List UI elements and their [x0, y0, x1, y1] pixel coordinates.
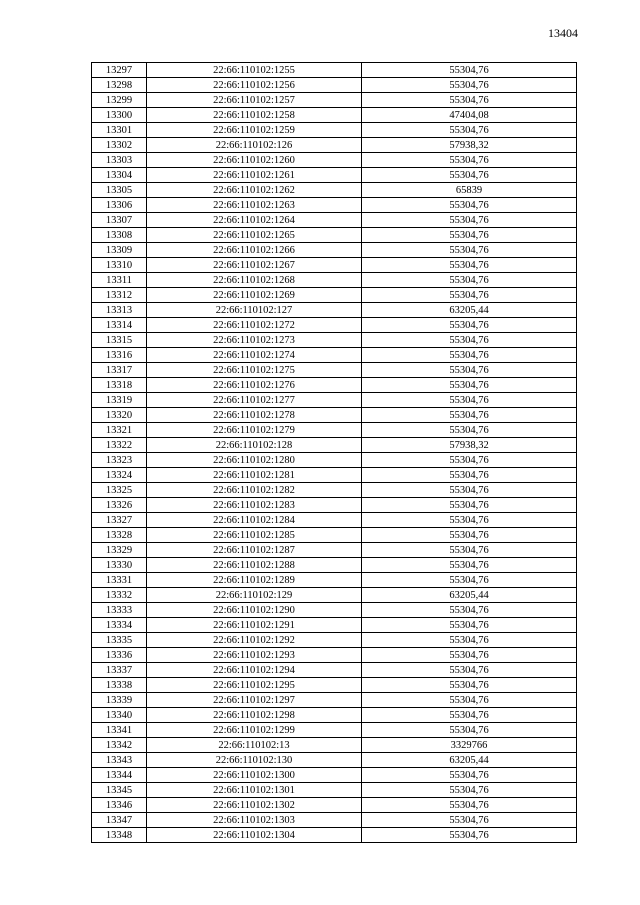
value-cell: 47404,08	[362, 108, 577, 123]
value-cell: 55304,76	[362, 363, 577, 378]
cadastral-number-cell: 22:66:110102:1291	[147, 618, 362, 633]
table-row	[92, 228, 577, 243]
cadastral-number-cell: 22:66:110102:1294	[147, 663, 362, 678]
table-row	[92, 468, 577, 483]
table-row	[92, 168, 577, 183]
cadastral-number-cell: 22:66:110102:128	[147, 438, 362, 453]
value-cell: 55304,76	[362, 798, 577, 813]
cadastral-number-cell: 22:66:110102:130	[147, 753, 362, 768]
cadastral-number-cell: 22:66:110102:1262	[147, 183, 362, 198]
row-number-cell: 13303	[92, 153, 147, 168]
row-number-cell: 13319	[92, 393, 147, 408]
row-number-cell: 13309	[92, 243, 147, 258]
row-number-cell: 13343	[92, 753, 147, 768]
table-row	[92, 273, 577, 288]
table-row	[92, 258, 577, 273]
value-cell: 55304,76	[362, 813, 577, 828]
value-cell: 3329766	[362, 738, 577, 753]
cadastral-number-cell: 22:66:110102:1299	[147, 723, 362, 738]
cadastral-number-cell: 22:66:110102:129	[147, 588, 362, 603]
table-row	[92, 78, 577, 93]
value-cell: 55304,76	[362, 708, 577, 723]
row-number-cell: 13324	[92, 468, 147, 483]
value-cell: 55304,76	[362, 648, 577, 663]
value-cell: 55304,76	[362, 423, 577, 438]
cadastral-number-cell: 22:66:110102:1287	[147, 543, 362, 558]
row-number-cell: 13344	[92, 768, 147, 783]
table-row	[92, 513, 577, 528]
table-row	[92, 438, 577, 453]
cadastral-number-cell: 22:66:110102:1277	[147, 393, 362, 408]
row-number-cell: 13321	[92, 423, 147, 438]
records-table-body	[92, 63, 577, 843]
row-number-cell: 13327	[92, 513, 147, 528]
table-row	[92, 393, 577, 408]
page-number: 13404	[548, 26, 578, 40]
table-row	[92, 618, 577, 633]
table-row	[92, 663, 577, 678]
table-row	[92, 183, 577, 198]
row-number-cell: 13339	[92, 693, 147, 708]
value-cell: 55304,76	[362, 663, 577, 678]
row-number-cell: 13346	[92, 798, 147, 813]
row-number-cell: 13320	[92, 408, 147, 423]
value-cell: 55304,76	[362, 558, 577, 573]
row-number-cell: 13299	[92, 93, 147, 108]
table-row	[92, 213, 577, 228]
row-number-cell: 13338	[92, 678, 147, 693]
value-cell: 55304,76	[362, 678, 577, 693]
value-cell: 55304,76	[362, 513, 577, 528]
value-cell: 55304,76	[362, 483, 577, 498]
cadastral-number-cell: 22:66:110102:1303	[147, 813, 362, 828]
value-cell: 55304,76	[362, 408, 577, 423]
row-number-cell: 13306	[92, 198, 147, 213]
row-number-cell: 13329	[92, 543, 147, 558]
value-cell: 57938,32	[362, 438, 577, 453]
value-cell: 55304,76	[362, 693, 577, 708]
cadastral-number-cell: 22:66:110102:1293	[147, 648, 362, 663]
cadastral-number-cell: 22:66:110102:1268	[147, 273, 362, 288]
row-number-cell: 13317	[92, 363, 147, 378]
cadastral-number-cell: 22:66:110102:1283	[147, 498, 362, 513]
row-number-cell: 13330	[92, 558, 147, 573]
cadastral-number-cell: 22:66:110102:1285	[147, 528, 362, 543]
cadastral-number-cell: 22:66:110102:1267	[147, 258, 362, 273]
table-row	[92, 633, 577, 648]
value-cell: 63205,44	[362, 303, 577, 318]
value-cell: 55304,76	[362, 393, 577, 408]
table-row	[92, 303, 577, 318]
row-number-cell: 13310	[92, 258, 147, 273]
value-cell: 55304,76	[362, 378, 577, 393]
row-number-cell: 13336	[92, 648, 147, 663]
cadastral-number-cell: 22:66:110102:126	[147, 138, 362, 153]
cadastral-number-cell: 22:66:110102:1264	[147, 213, 362, 228]
value-cell: 55304,76	[362, 258, 577, 273]
table-row	[92, 678, 577, 693]
table-row	[92, 783, 577, 798]
cadastral-number-cell: 22:66:110102:1261	[147, 168, 362, 183]
cadastral-number-cell: 22:66:110102:1278	[147, 408, 362, 423]
row-number-cell: 13340	[92, 708, 147, 723]
value-cell: 55304,76	[362, 273, 577, 288]
cadastral-number-cell: 22:66:110102:1255	[147, 63, 362, 78]
table-row	[92, 753, 577, 768]
table-row	[92, 573, 577, 588]
cadastral-number-cell: 22:66:110102:1260	[147, 153, 362, 168]
row-number-cell: 13302	[92, 138, 147, 153]
value-cell: 55304,76	[362, 603, 577, 618]
cadastral-number-cell: 22:66:110102:1301	[147, 783, 362, 798]
table-row	[92, 378, 577, 393]
value-cell: 55304,76	[362, 348, 577, 363]
table-row	[92, 453, 577, 468]
value-cell: 65839	[362, 183, 577, 198]
table-row	[92, 288, 577, 303]
row-number-cell: 13307	[92, 213, 147, 228]
row-number-cell: 13316	[92, 348, 147, 363]
row-number-cell: 13318	[92, 378, 147, 393]
row-number-cell: 13323	[92, 453, 147, 468]
value-cell: 55304,76	[362, 198, 577, 213]
row-number-cell: 13332	[92, 588, 147, 603]
cadastral-number-cell: 22:66:110102:1292	[147, 633, 362, 648]
value-cell: 55304,76	[362, 123, 577, 138]
cadastral-number-cell: 22:66:110102:1297	[147, 693, 362, 708]
value-cell: 55304,76	[362, 78, 577, 93]
table-row	[92, 603, 577, 618]
cadastral-number-cell: 22:66:110102:1284	[147, 513, 362, 528]
cadastral-number-cell: 22:66:110102:1266	[147, 243, 362, 258]
cadastral-number-cell: 22:66:110102:127	[147, 303, 362, 318]
value-cell: 55304,76	[362, 93, 577, 108]
cadastral-number-cell: 22:66:110102:1282	[147, 483, 362, 498]
value-cell: 55304,76	[362, 498, 577, 513]
cadastral-number-cell: 22:66:110102:1295	[147, 678, 362, 693]
table-row	[92, 138, 577, 153]
cadastral-number-cell: 22:66:110102:1269	[147, 288, 362, 303]
value-cell: 55304,76	[362, 618, 577, 633]
table-row	[92, 588, 577, 603]
cadastral-number-cell: 22:66:110102:1259	[147, 123, 362, 138]
cadastral-number-cell: 22:66:110102:13	[147, 738, 362, 753]
row-number-cell: 13315	[92, 333, 147, 348]
value-cell: 55304,76	[362, 783, 577, 798]
row-number-cell: 13342	[92, 738, 147, 753]
row-number-cell: 13322	[92, 438, 147, 453]
value-cell: 55304,76	[362, 453, 577, 468]
cadastral-number-cell: 22:66:110102:1290	[147, 603, 362, 618]
row-number-cell: 13341	[92, 723, 147, 738]
cadastral-number-cell: 22:66:110102:1281	[147, 468, 362, 483]
table-row	[92, 423, 577, 438]
records-table	[91, 62, 577, 843]
row-number-cell: 13312	[92, 288, 147, 303]
row-number-cell: 13331	[92, 573, 147, 588]
cadastral-number-cell: 22:66:110102:1289	[147, 573, 362, 588]
value-cell: 55304,76	[362, 633, 577, 648]
cadastral-number-cell: 22:66:110102:1274	[147, 348, 362, 363]
value-cell: 55304,76	[362, 333, 577, 348]
row-number-cell: 13334	[92, 618, 147, 633]
table-row	[92, 483, 577, 498]
cadastral-number-cell: 22:66:110102:1257	[147, 93, 362, 108]
value-cell: 55304,76	[362, 243, 577, 258]
cadastral-number-cell: 22:66:110102:1256	[147, 78, 362, 93]
table-row	[92, 558, 577, 573]
table-row	[92, 153, 577, 168]
table-row	[92, 333, 577, 348]
row-number-cell: 13308	[92, 228, 147, 243]
table-row	[92, 813, 577, 828]
cadastral-number-cell: 22:66:110102:1298	[147, 708, 362, 723]
table-row	[92, 528, 577, 543]
cadastral-number-cell: 22:66:110102:1265	[147, 228, 362, 243]
row-number-cell: 13326	[92, 498, 147, 513]
row-number-cell: 13345	[92, 783, 147, 798]
value-cell: 55304,76	[362, 768, 577, 783]
table-row	[92, 828, 577, 843]
row-number-cell: 13335	[92, 633, 147, 648]
table-row	[92, 798, 577, 813]
table-row	[92, 648, 577, 663]
value-cell: 55304,76	[362, 543, 577, 558]
table-row	[92, 693, 577, 708]
cadastral-number-cell: 22:66:110102:1279	[147, 423, 362, 438]
table-row	[92, 63, 577, 78]
value-cell: 57938,32	[362, 138, 577, 153]
table-row	[92, 408, 577, 423]
table-row	[92, 363, 577, 378]
cadastral-number-cell: 22:66:110102:1263	[147, 198, 362, 213]
table-row	[92, 768, 577, 783]
cadastral-number-cell: 22:66:110102:1272	[147, 318, 362, 333]
value-cell: 55304,76	[362, 468, 577, 483]
row-number-cell: 13311	[92, 273, 147, 288]
table-row	[92, 543, 577, 558]
value-cell: 55304,76	[362, 828, 577, 843]
value-cell: 55304,76	[362, 213, 577, 228]
value-cell: 55304,76	[362, 318, 577, 333]
row-number-cell: 13337	[92, 663, 147, 678]
cadastral-number-cell: 22:66:110102:1304	[147, 828, 362, 843]
value-cell: 55304,76	[362, 528, 577, 543]
row-number-cell: 13325	[92, 483, 147, 498]
row-number-cell: 13348	[92, 828, 147, 843]
value-cell: 63205,44	[362, 753, 577, 768]
value-cell: 55304,76	[362, 573, 577, 588]
table-row	[92, 318, 577, 333]
value-cell: 55304,76	[362, 63, 577, 78]
cadastral-number-cell: 22:66:110102:1275	[147, 363, 362, 378]
table-row	[92, 93, 577, 108]
row-number-cell: 13328	[92, 528, 147, 543]
row-number-cell: 13298	[92, 78, 147, 93]
cadastral-number-cell: 22:66:110102:1276	[147, 378, 362, 393]
row-number-cell: 13305	[92, 183, 147, 198]
row-number-cell: 13301	[92, 123, 147, 138]
cadastral-number-cell: 22:66:110102:1288	[147, 558, 362, 573]
table-row	[92, 123, 577, 138]
row-number-cell: 13300	[92, 108, 147, 123]
cadastral-number-cell: 22:66:110102:1302	[147, 798, 362, 813]
table-row	[92, 108, 577, 123]
value-cell: 55304,76	[362, 228, 577, 243]
table-row	[92, 198, 577, 213]
value-cell: 55304,76	[362, 153, 577, 168]
cadastral-number-cell: 22:66:110102:1273	[147, 333, 362, 348]
table-row	[92, 738, 577, 753]
table-row	[92, 243, 577, 258]
value-cell: 55304,76	[362, 723, 577, 738]
table-row	[92, 348, 577, 363]
table-row	[92, 498, 577, 513]
cadastral-number-cell: 22:66:110102:1280	[147, 453, 362, 468]
row-number-cell: 13304	[92, 168, 147, 183]
row-number-cell: 13314	[92, 318, 147, 333]
value-cell: 55304,76	[362, 288, 577, 303]
row-number-cell: 13313	[92, 303, 147, 318]
value-cell: 55304,76	[362, 168, 577, 183]
table-row	[92, 723, 577, 738]
value-cell: 63205,44	[362, 588, 577, 603]
row-number-cell: 13347	[92, 813, 147, 828]
row-number-cell: 13333	[92, 603, 147, 618]
table-row	[92, 708, 577, 723]
cadastral-number-cell: 22:66:110102:1300	[147, 768, 362, 783]
cadastral-number-cell: 22:66:110102:1258	[147, 108, 362, 123]
row-number-cell: 13297	[92, 63, 147, 78]
